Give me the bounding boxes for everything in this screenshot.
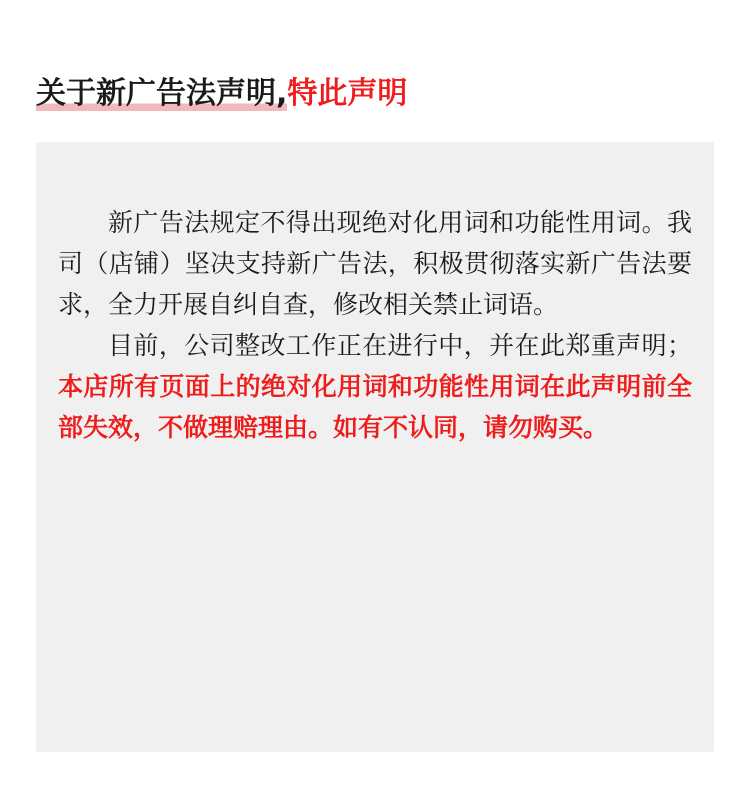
- page-title-emphasis: 特此声明: [287, 76, 408, 112]
- page-title-primary: 关于新广告法声明,: [36, 76, 288, 112]
- page-title: [36, 72, 407, 116]
- statement-paragraph-1: 新广告法规定不得出现绝对化用词和功能性用词。我司（店铺）坚决支持新广告法，积极贯彻落实新广告法要求，全力开展自纠自查，修改相关禁止词语。: [58, 208, 692, 319]
- statement-paragraph-2-lead: 目前，公司整改工作正在进行中，并在此郑重声明；: [108, 331, 692, 360]
- statement-panel: [36, 142, 714, 752]
- statement-body: [58, 202, 692, 448]
- statement-paragraph-2: [58, 325, 692, 448]
- statement-paragraph-2-emphasis: 本店所有页面上的绝对化用词和功能性用词在此声明前全部失效，不做理赔理由。如有不认同，请勿购买。: [58, 372, 692, 442]
